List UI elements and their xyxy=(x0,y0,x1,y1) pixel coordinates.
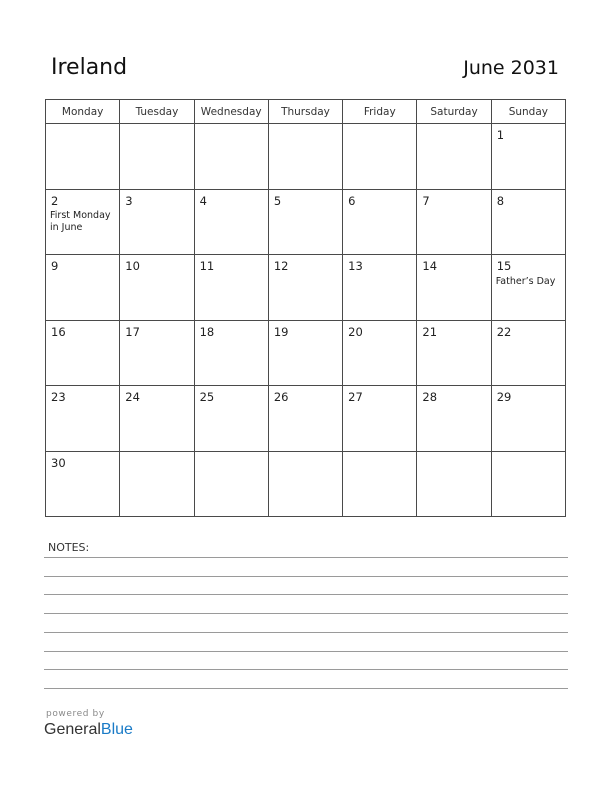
day-number: 14 xyxy=(422,259,438,273)
calendar-grid xyxy=(45,99,566,517)
day-cell xyxy=(120,451,194,517)
holiday-label: First Monday in June xyxy=(50,210,111,233)
day-cell xyxy=(194,386,268,452)
day-cell xyxy=(417,386,491,452)
day-cell xyxy=(46,320,120,386)
notes-line xyxy=(44,669,568,670)
weekday-header-row xyxy=(46,100,566,124)
notes-line xyxy=(44,557,568,558)
day-cell xyxy=(120,386,194,452)
day-cell xyxy=(120,189,194,255)
day-cell xyxy=(46,124,120,190)
day-cell xyxy=(268,124,342,190)
country-title: Ireland xyxy=(51,55,128,80)
day-number: 10 xyxy=(125,259,140,273)
day-cell xyxy=(343,255,417,321)
day-cell xyxy=(417,124,491,190)
day-cell xyxy=(268,386,342,452)
day-number: 25 xyxy=(199,390,215,404)
day-cell xyxy=(491,451,565,517)
weekday-header: Sunday xyxy=(491,100,565,124)
week-row xyxy=(46,386,566,452)
day-number: 28 xyxy=(422,390,438,404)
notes-label: NOTES: xyxy=(48,541,90,554)
weekday-header: Monday xyxy=(46,100,120,124)
powered-by-text: powered by xyxy=(46,709,105,719)
weekday-header: Saturday xyxy=(417,100,491,124)
notes-line xyxy=(44,651,568,652)
day-number: 7 xyxy=(422,193,430,208)
day-cell xyxy=(343,451,417,517)
day-number: 16 xyxy=(51,324,66,339)
day-number: 20 xyxy=(348,324,363,339)
day-cell xyxy=(343,320,417,386)
day-cell xyxy=(46,189,120,255)
day-number: 17 xyxy=(125,324,140,339)
notes-line xyxy=(44,594,568,595)
week-row xyxy=(46,320,566,386)
day-number: 22 xyxy=(496,324,512,339)
day-cell xyxy=(120,255,194,321)
day-cell xyxy=(491,386,565,452)
day-cell xyxy=(194,124,268,190)
day-cell xyxy=(194,451,268,517)
day-number: 23 xyxy=(51,390,66,404)
day-cell xyxy=(491,320,565,386)
day-cell xyxy=(417,320,491,386)
day-number: 30 xyxy=(51,455,66,470)
day-number: 2 xyxy=(51,193,59,208)
brand-name-part2: Blue xyxy=(100,721,133,738)
day-cell xyxy=(343,386,417,452)
day-cell xyxy=(268,320,342,386)
day-cell xyxy=(120,124,194,190)
day-cell xyxy=(46,386,120,452)
day-number: 3 xyxy=(125,193,133,208)
day-cell xyxy=(268,255,342,321)
day-cell xyxy=(491,189,565,255)
brand-logo xyxy=(44,721,133,739)
day-number: 12 xyxy=(273,259,289,273)
day-number: 19 xyxy=(273,324,289,339)
day-number: 5 xyxy=(273,193,282,208)
week-row xyxy=(46,189,566,255)
weekday-header: Wednesday xyxy=(194,100,268,124)
month-year-title: June 2031 xyxy=(463,57,559,79)
day-cell xyxy=(194,320,268,386)
notes-line xyxy=(44,613,568,614)
day-number: 15 xyxy=(496,259,512,273)
day-cell xyxy=(120,320,194,386)
day-cell xyxy=(417,189,491,255)
day-cell xyxy=(46,255,120,321)
day-number: 6 xyxy=(348,193,356,208)
weekday-header: Friday xyxy=(343,100,417,124)
day-cell xyxy=(268,189,342,255)
week-row xyxy=(46,451,566,517)
day-cell xyxy=(194,255,268,321)
day-cell xyxy=(491,124,565,190)
day-number: 1 xyxy=(496,128,505,142)
day-number: 24 xyxy=(125,390,140,404)
notes-line xyxy=(44,576,568,577)
day-cell xyxy=(491,255,565,321)
weekday-header: Thursday xyxy=(268,100,342,124)
brand-name-part1: General xyxy=(44,721,101,738)
day-cell xyxy=(343,124,417,190)
day-number: 4 xyxy=(199,193,207,208)
day-cell xyxy=(343,189,417,255)
day-number: 27 xyxy=(348,390,363,404)
holiday-label: Father’s Day xyxy=(495,275,556,287)
day-number: 21 xyxy=(422,324,438,339)
notes-line xyxy=(44,632,568,633)
day-number: 8 xyxy=(496,193,505,208)
day-number: 9 xyxy=(51,259,59,273)
day-cell xyxy=(194,189,268,255)
day-number: 18 xyxy=(199,324,215,339)
day-number: 29 xyxy=(496,390,512,404)
weekday-header: Tuesday xyxy=(120,100,194,124)
day-number: 13 xyxy=(348,259,363,273)
day-cell xyxy=(268,451,342,517)
notes-line xyxy=(44,688,568,689)
week-row xyxy=(46,255,566,321)
week-row xyxy=(46,124,566,190)
day-number: 26 xyxy=(273,390,289,404)
day-cell xyxy=(417,255,491,321)
day-cell xyxy=(46,451,120,517)
day-cell xyxy=(417,451,491,517)
day-number: 11 xyxy=(199,259,215,273)
